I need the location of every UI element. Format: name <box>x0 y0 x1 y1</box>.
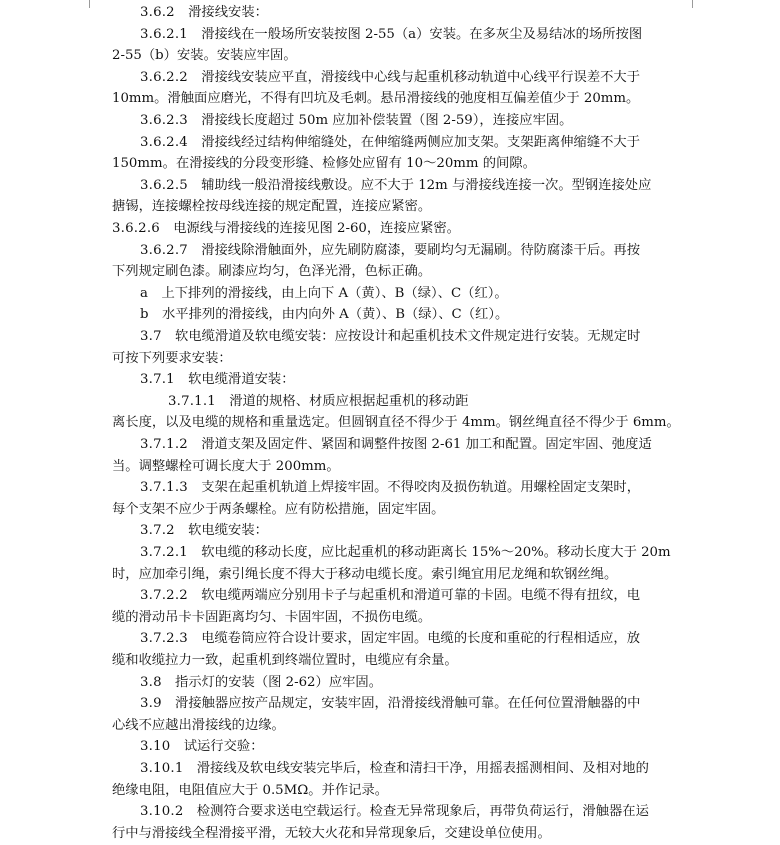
doc-line-text: 行中与滑接线全程滑接平滑，无较大火花和异常现象后，交建设单位使用。 <box>112 825 551 841</box>
doc-line: 3.6.2.4 滑接线经过结构伸缩缝处，在伸缩缝两侧应加支架。支架距离伸缩缝不大于 <box>140 134 641 150</box>
doc-line: 3.7.2.3 电缆卷筒应符合设计要求，固定牢固。电缆的长度和重砣的行程相适应，放 <box>140 631 641 647</box>
doc-line: 3.6.2.3 滑接线长度超过 50m 应加补偿装置（图 2-59），连接应牢固。 <box>140 113 573 128</box>
doc-line: 10mm。滑触面应磨光，不得有凹坑及毛刺。悬吊滑接线的弛度相互偏差值少于 20mm。 <box>112 91 640 107</box>
doc-line: 3.7.1.3 支架在起重机轨道上焊接牢固。不得咬肉及损伤轨道。用螺栓固定支架时， <box>140 480 641 496</box>
doc-line: 3.6.2.7 滑接线除滑触面外，应先刷防腐漆，要刷均匀无漏刷。待防腐漆干后。再按 <box>140 242 641 258</box>
doc-line: a 上下排列的滑接线，由上向下 A（黄）、B（绿）、C（红）。 <box>140 285 508 301</box>
doc-line: 每个支架不应少于两条螺栓。应有防松措施，固定牢固。 <box>112 501 445 517</box>
doc-line-text: 检测符合要求送电空载运行。检查无异常现象后，再带负荷运行，滑触器在运 <box>196 804 649 820</box>
doc-line: 3.7.2 软电缆安装： <box>140 523 268 539</box>
page-corner-mark-left <box>89 0 90 8</box>
doc-line: 3.7.2.2 软电缆两端应分别用卡子与起重机和滑道可靠的卡固。电缆不得有扭纹，电 <box>140 588 641 604</box>
doc-line: 3.7.2.1 软电缆的移动长度，应比起重机的移动距离长 15%～20%。移动长度大于 20m <box>140 545 671 560</box>
doc-line: 3.6.2.2 滑接线安装应平直，滑接线中心线与起重机移动轨道中心线平行误差不大于 <box>140 69 641 85</box>
page-corner-mark-right <box>692 0 693 8</box>
doc-line: 当。调整螺栓可调长度大于 200mm。 <box>112 458 340 474</box>
doc-line: 3.6.2.1 滑接线在一般场所安装按图 2-55（a）安装。在多灰尘及易结冰的场所按图 <box>140 26 643 42</box>
doc-line: 2-55（b）安装。安装应牢固。 <box>112 48 297 64</box>
doc-line: 3.8 指示灯的安装（图 2-62）应牢固。 <box>140 674 383 690</box>
doc-line: 3.6.2.5 辅助线一般沿滑接线敷设。应不大于 12m 与滑接线连接一次。型钢连接处应 <box>140 177 652 193</box>
doc-line: 离长度，以及电缆的规格和重量选定。但圆钢直径不得少于 4mm。钢丝绳直径不得少于 6mm。 <box>112 415 680 431</box>
doc-line: 3.7.1 软电缆滑道安装： <box>140 372 295 388</box>
doc-line: 缆和收缆拉力一致，起重机到终端位置时，电缆应有余量。 <box>112 653 458 668</box>
doc-line: 3.10.1 滑接线及软电线安装完毕后，检查和清扫干净，用摇表摇测相间、及相对地的 <box>140 761 649 776</box>
doc-line: 3.9 滑接触器应按产品规定，安装牢固，沿滑接线滑触可靠。在任何位置滑触器的中 <box>140 696 641 712</box>
doc-line: 3.10 试运行交验： <box>140 739 264 755</box>
doc-line: 150mm。在滑接线的分段变形缝、检修处应留有 10～20mm 的间隙。 <box>112 156 536 172</box>
doc-line: 3.6.2 滑接线安装： <box>140 5 268 20</box>
doc-line <box>112 823 551 845</box>
doc-line: 3.6.2.6 电源线与滑接线的连接见图 2-60，连接应紧密。 <box>112 221 460 236</box>
doc-line: 3.7.1.2 滑道支架及固定件、紧固和调整件按图 2-61 加工和配置。固定牢固、弛度适 <box>140 437 652 452</box>
doc-line: 3.7.1.1 滑道的规格、材质应根据起重机的移动距 <box>168 393 469 409</box>
doc-line: 可按下列要求安装： <box>112 350 232 366</box>
doc-line: b 水平排列的滑接线，由内向外 A（黄）、B（绿）、C（红）。 <box>140 307 509 323</box>
doc-line: 心线不应越出滑接线的边缘。 <box>112 717 285 733</box>
doc-line: 搪锡，连接螺栓按母线连接的规定配置，连接应紧密。 <box>112 199 432 215</box>
doc-line: 下列规定刷色漆。刷漆应均匀，色泽光滑，色标正确。 <box>112 264 432 280</box>
doc-line-number: 3.10.2 <box>140 804 184 820</box>
doc-line: 绝缘电阻，电阻值应大于 0.5MΩ。并作记录。 <box>112 782 389 798</box>
doc-line <box>140 801 649 823</box>
doc-line: 3.7 软电缆滑道及软电缆安装：应按设计和起重机技术文件规定进行安装。无规定时 <box>140 329 641 344</box>
doc-line: 缆的滑动吊卡卡固距离均匀、卡固牢固，不损伤电缆。 <box>112 609 432 625</box>
doc-line: 时，应加牵引绳，索引绳长度不得大于移动电缆长度。索引绳宜用尼龙绳和软钢丝绳。 <box>112 566 618 582</box>
